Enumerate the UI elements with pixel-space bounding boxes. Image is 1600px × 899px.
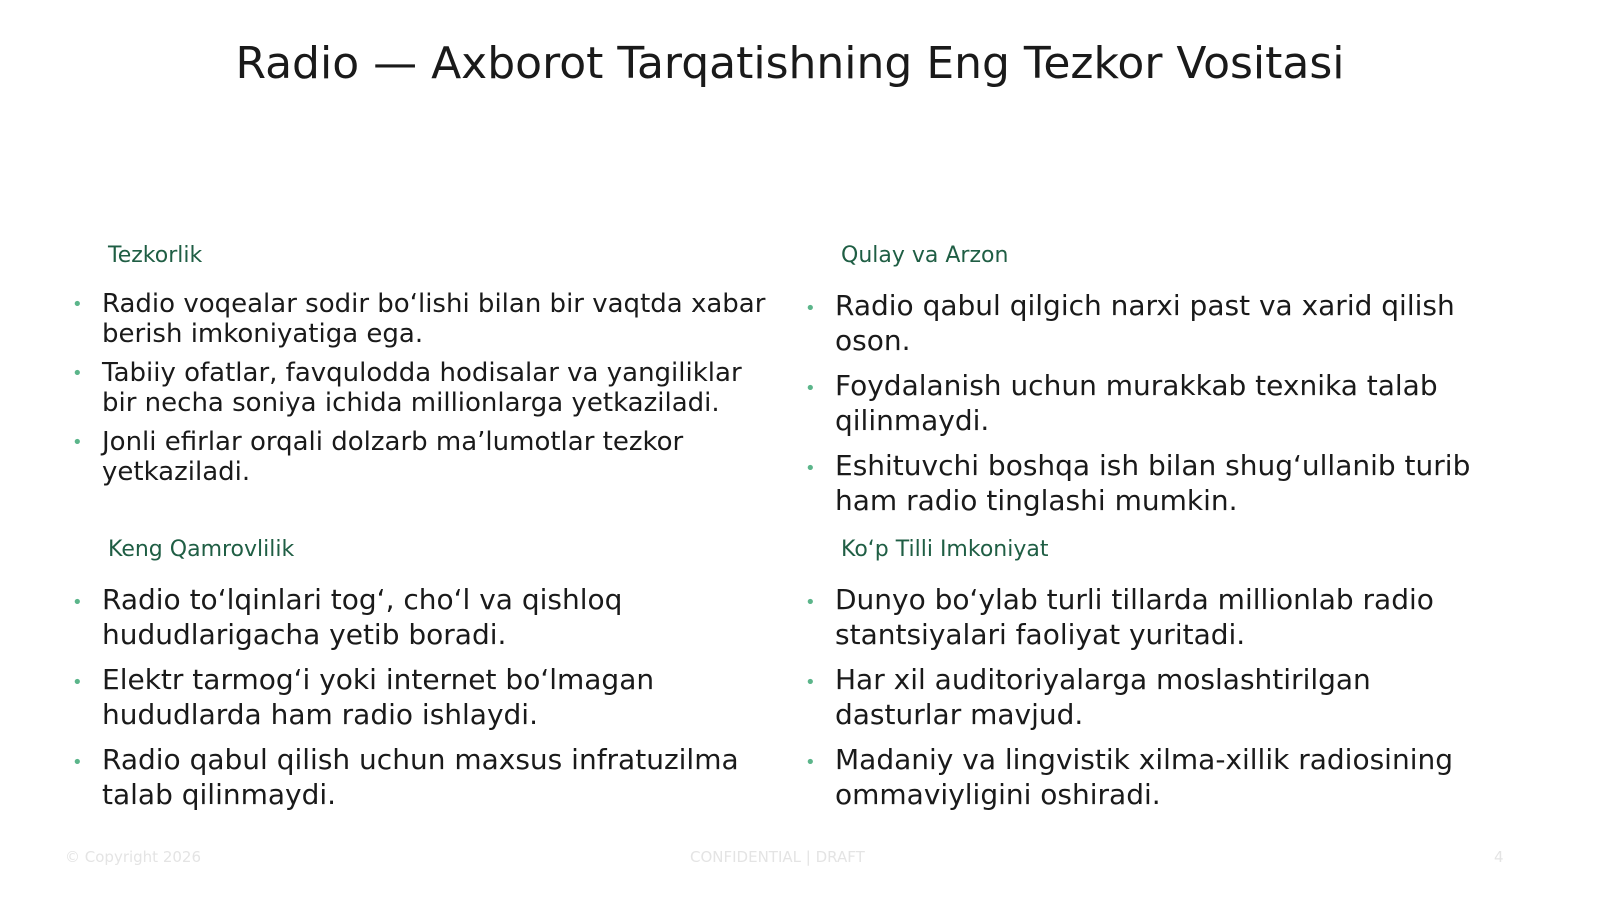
section-heading-qulay-va-arzon: Qulay va Arzon: [841, 243, 1009, 268]
list-item: [72, 427, 782, 487]
bullet-text: Radio qabul qilgich narxi past va xarid qilish oson.: [835, 289, 1455, 357]
bullet-text: Dunyo bo‘ylab turli tillarda millionlab radio stantsiyalari faoliyat yuritadi.: [835, 583, 1434, 651]
list-item: [72, 289, 782, 349]
bullet-dot-icon: •: [805, 672, 816, 693]
list-item: [805, 742, 1475, 812]
list-item: [72, 582, 762, 652]
list-item: [72, 358, 782, 418]
bullet-dot-icon: •: [72, 294, 83, 315]
bullet-dot-icon: •: [72, 432, 83, 453]
section-heading-tezkorlik: Tezkorlik: [108, 243, 203, 268]
bullet-dot-icon: •: [72, 363, 83, 384]
bullet-text: Tabiiy ofatlar, favqulodda hodisalar va yangiliklar bir necha soniya ichida millionlarga yetkaziladi.: [102, 358, 742, 418]
footer-status: CONFIDENTIAL | DRAFT: [690, 848, 865, 866]
list-item: [805, 368, 1475, 438]
bullet-text: Jonli efirlar orqali dolzarb ma’lumotlar tezkor yetkaziladi.: [102, 427, 684, 487]
list-item: [72, 742, 762, 812]
bullet-text: Eshituvchi boshqa ish bilan shug‘ullanib turib ham radio tinglashi mumkin.: [835, 449, 1471, 517]
bullet-dot-icon: •: [72, 592, 83, 613]
list-item: [72, 662, 762, 732]
bullet-dot-icon: •: [805, 592, 816, 613]
footer-page-number: 4: [1494, 848, 1504, 866]
bullet-dot-icon: •: [72, 672, 83, 693]
section-heading-keng-qamrovlilik: Keng Qamrovlilik: [108, 537, 295, 562]
bullet-dot-icon: •: [805, 458, 816, 479]
section-heading-kop-tilli-imkoniyat: Ko‘p Tilli Imkoniyat: [841, 537, 1049, 562]
list-item: [805, 582, 1475, 652]
bullet-text: Radio to‘lqinlari tog‘, cho‘l va qishloq hududlarigacha yetib boradi.: [102, 583, 623, 651]
footer-copyright: © Copyright 2026: [65, 848, 202, 866]
bullet-dot-icon: •: [72, 752, 83, 773]
bullet-text: Elektr tarmog‘i yoki internet bo‘lmagan hududlarda ham radio ishlaydi.: [102, 663, 655, 731]
list-item: [805, 448, 1475, 518]
list-item: [805, 662, 1475, 732]
bullet-text: Madaniy va lingvistik xilma-xillik radiosining ommaviyligini oshiradi.: [835, 743, 1453, 811]
bullet-text: Foydalanish uchun murakkab texnika talab qilinmaydi.: [835, 369, 1438, 437]
bullet-list-qulay-va-arzon: [805, 288, 1475, 528]
bullet-list-kop-tilli-imkoniyat: [805, 582, 1475, 822]
bullet-dot-icon: •: [805, 298, 816, 319]
slide-title: Radio — Axborot Tarqatishning Eng Tezkor Vositasi: [235, 38, 1345, 89]
bullet-dot-icon: •: [805, 752, 816, 773]
list-item: [805, 288, 1475, 358]
bullet-text: Radio voqealar sodir bo‘lishi bilan bir vaqtda xabar berish imkoniyatiga ega.: [102, 289, 766, 349]
bullet-list-keng-qamrovlilik: [72, 582, 762, 822]
bullet-dot-icon: •: [805, 378, 816, 399]
bullet-text: Radio qabul qilish uchun maxsus infratuzilma talab qilinmaydi.: [102, 743, 739, 811]
bullet-text: Har xil auditoriyalarga moslashtirilgan dasturlar mavjud.: [835, 663, 1371, 731]
bullet-list-tezkorlik: [72, 289, 782, 496]
